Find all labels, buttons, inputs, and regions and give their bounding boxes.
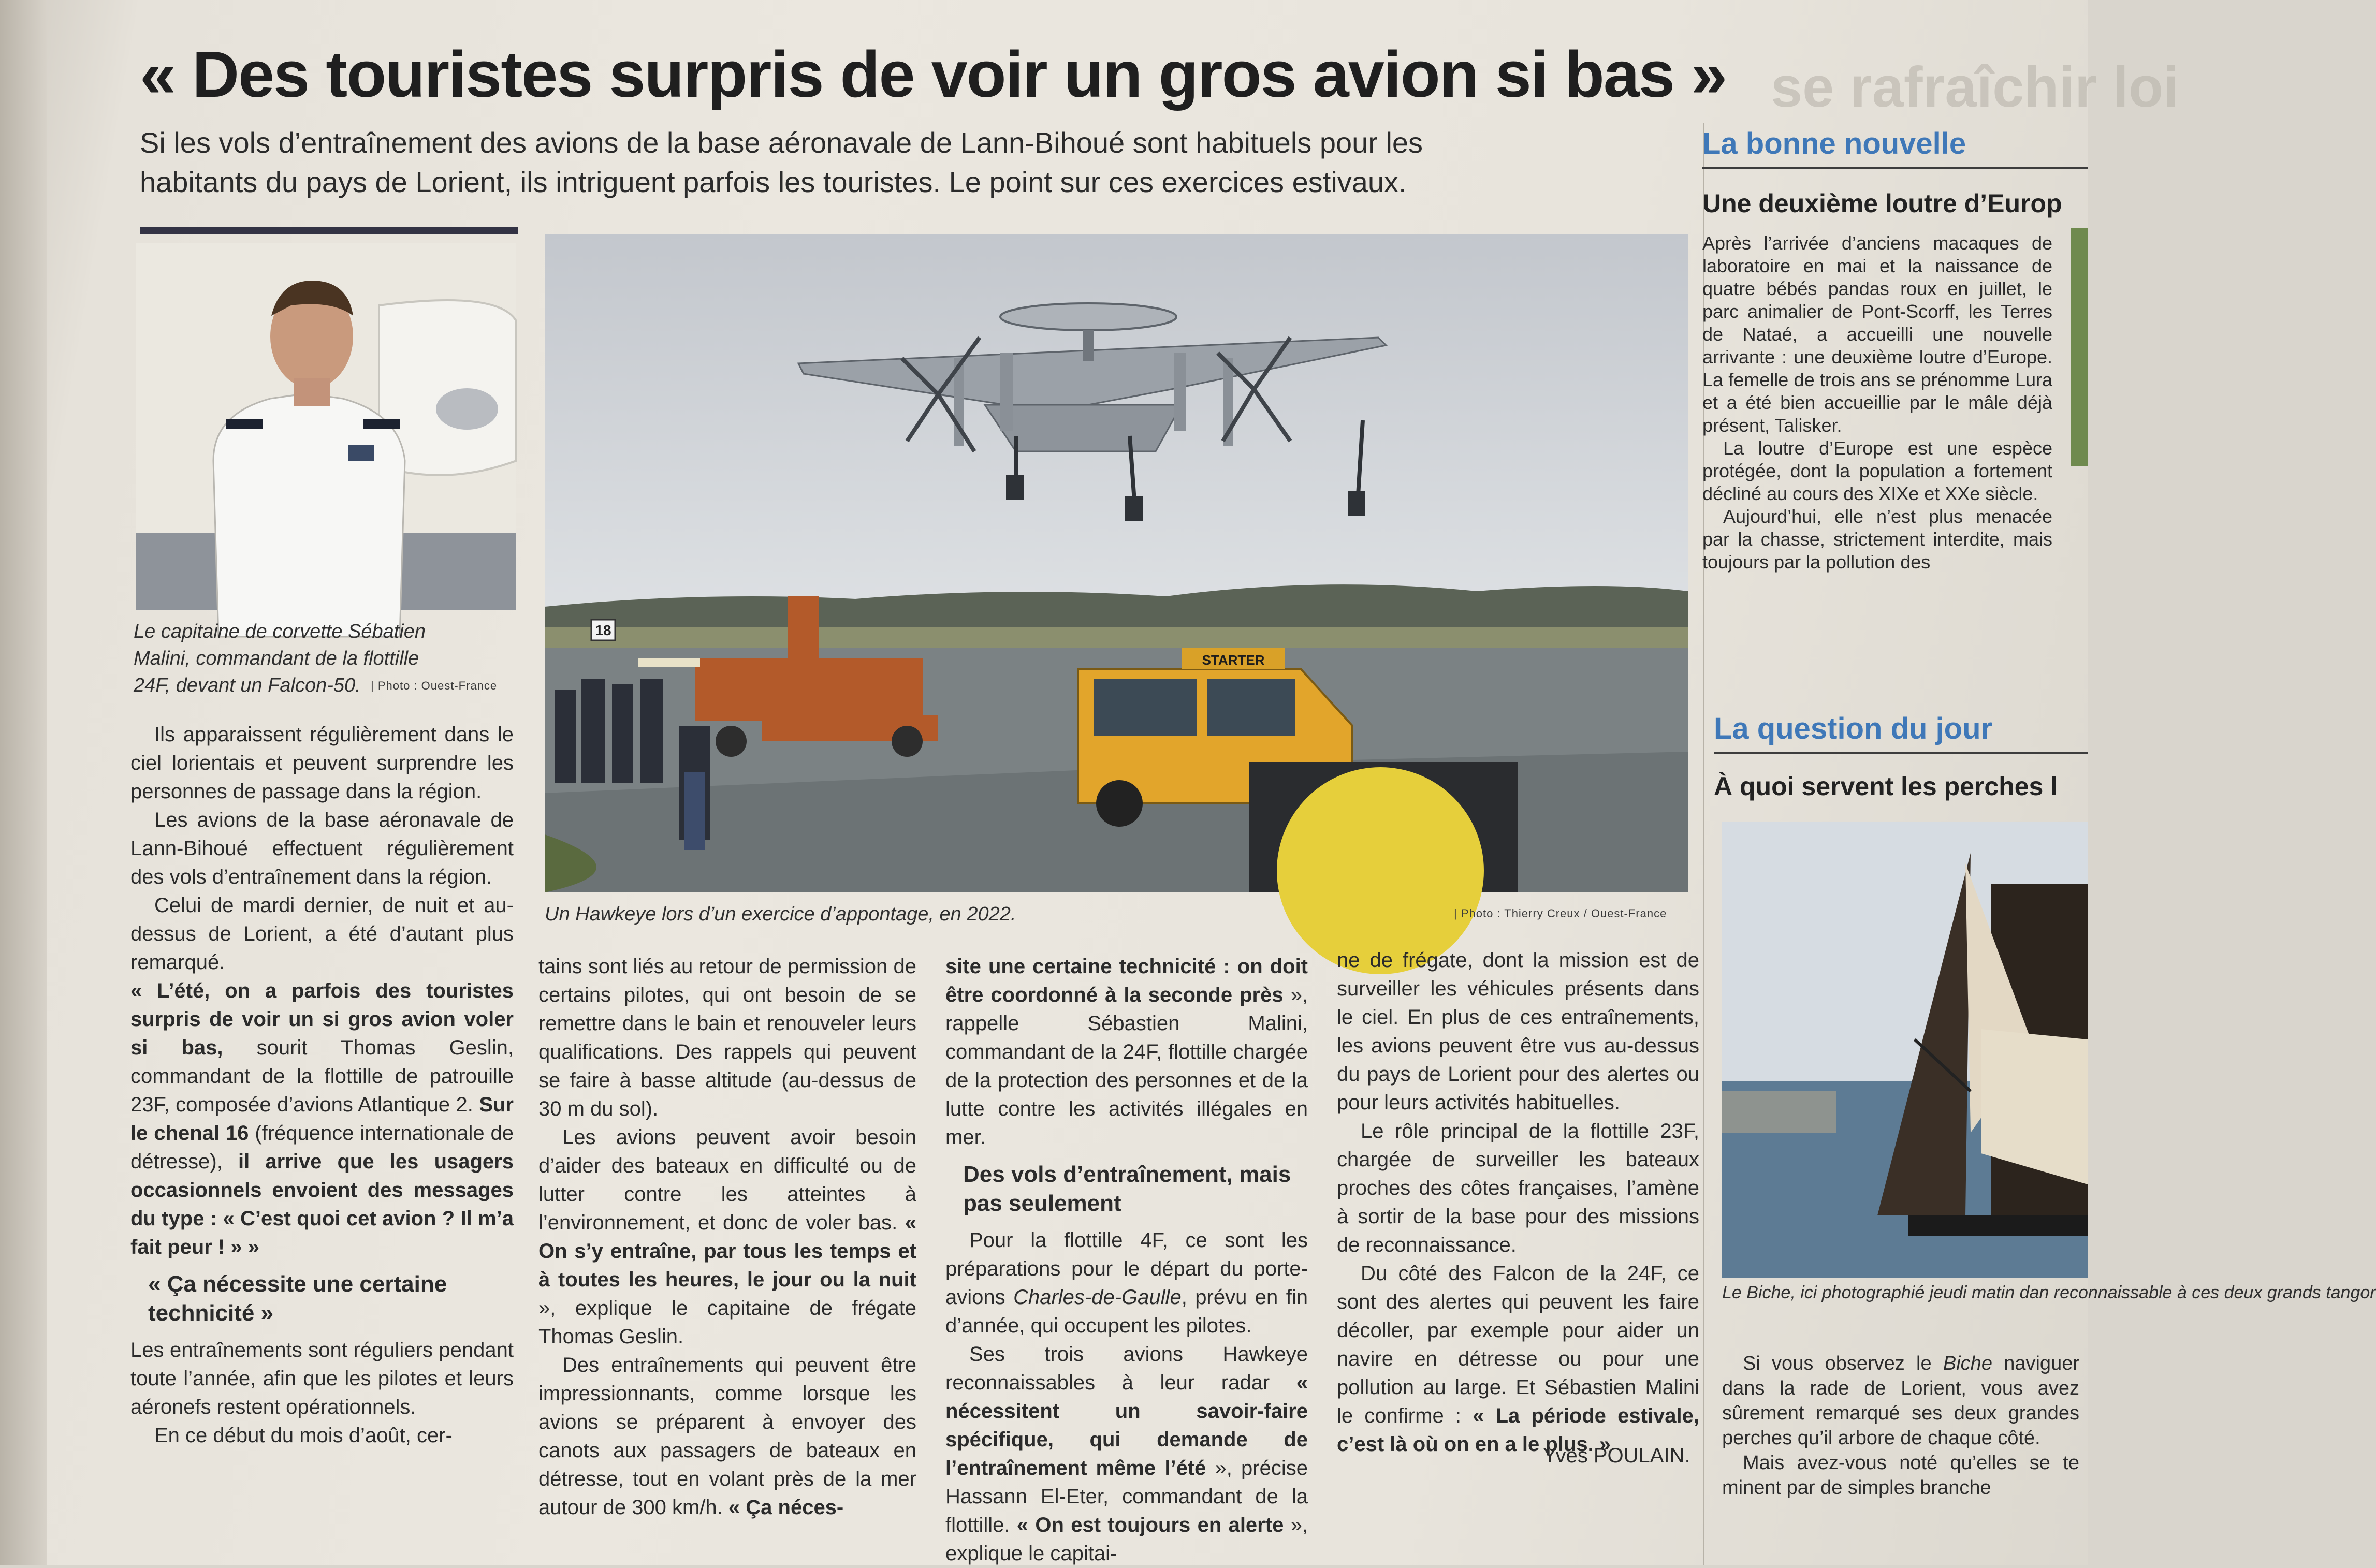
paragraph: Aujourd’hui, elle n’est plus menacée par la chasse, strictement interdite, mais toujours par la pollution des [1702, 506, 2052, 573]
paragraph [945, 1340, 1308, 1568]
paragraph [945, 952, 1308, 1152]
boat-caption: Le Biche, ici photographié jeudi matin dan reconnaissable à ces deux grands tangor [1722, 1283, 2376, 1302]
portrait-photo [136, 243, 516, 610]
paragraph: Le rôle principal de la flottille 23F, chargée de surveiller les bateaux proches des côtes françaises, l’amène à sortir de la base pour des missions de reconnaissance. [1337, 1120, 1699, 1256]
portrait-credit: | Photo : Ouest-France [371, 679, 498, 692]
text-run: naviguer dans la rade de Lorient, vous avez sûrement remarqué ses deux grandes perches qu’il arbore de chaque côté. [1722, 1353, 2079, 1449]
italic-name: Biche [1943, 1353, 1992, 1374]
italic-name: Charles-de-Gaulle [1013, 1286, 1182, 1309]
otter-photo-edge [2071, 228, 2088, 466]
text-run: , prévu en fin d’année, qui occupent les pilotes. [945, 1286, 1308, 1337]
bold-quote: « On est toujours en alerte [1016, 1514, 1284, 1536]
paragraph: tains sont liés au retour de permission de certains pilotes, qui ont besoin de se remettre dans le bain et renouveler leurs qualifications. Des rappels qui peuvent se faire à basse altitude (au-dessus de 30 m du sol). [538, 955, 916, 1120]
sidebar-subheading-perches: À quoi servent les perches l [1714, 772, 2058, 801]
text-run: Du côté des Falcon de la 24F, ce sont des alertes qui peuvent les faire décoller, par exemple pour aider un navire en détresse ou pour une pollution au large. Et Sébastien Malini le confirme : [1337, 1262, 1699, 1427]
portrait-caption: Le capitaine de corvette Sébatien Malini, commandant de la flottille 24F, devant un Falcon-50. [134, 621, 426, 696]
officer-portrait-illustration [136, 243, 516, 610]
bold-quote: « Ça néces- [728, 1496, 844, 1519]
text-run: Si vous observez le [1743, 1353, 1943, 1374]
sidebar-text-perches [1722, 1351, 2079, 1500]
heading-rule [1702, 167, 2088, 169]
text-run: », rappelle Sébastien Malini, commandant de la 24F, flottille chargée de la protection des personnes et de la lutte contre les activités illégales en mer. [945, 984, 1308, 1149]
bold-quote: « La période estivale, c’est là où on en a le plus. » [1337, 1404, 1699, 1456]
text-run: », explique le capitaine de frégate Thomas Geslin. [538, 1297, 916, 1348]
main-photo-credit: | Photo : Thierry Creux / Ouest-France [1454, 907, 1667, 920]
bold-quote: « nécessitent un savoir-faire spécifique, qui demande de l’entraînement même l’été [945, 1371, 1308, 1479]
article-standfirst: Si les vols d’entraînement des avions de la base aéronavale de Lann-Bihoué sont habituels pour les habitants du pays de Lorient, ils intriguent parfois les touristes. Le point sur ces exercices estivaux. [140, 126, 1423, 198]
text-run: (fréquence internationale de détresse), [130, 1122, 514, 1173]
text-run: », explique le capitai- [945, 1514, 1308, 1565]
sailboat-illustration [1722, 822, 2088, 1278]
biche-boat-photo [1722, 822, 2088, 1278]
bold-quote: Sur le chenal 16 [130, 1093, 514, 1145]
paragraph: En ce début du mois d’août, cer- [154, 1424, 453, 1447]
text-run: sourit Thomas Geslin, commandant de la flottille de patrouille 23F, composée d’avions Atlantique 2. [130, 1036, 514, 1116]
author-signature: Yves POULAIN. [1543, 1444, 1690, 1467]
text-run: Pour la flottille 4F, ce sont les préparations pour le départ du porte-avions [945, 1229, 1308, 1309]
paragraph: Mais avez-vous noté qu’elles se te minent par de simples branche [1722, 1452, 2079, 1499]
section-subhead: Des vols d’entraînement, mais pas seulement [963, 1162, 1291, 1216]
article-column-3 [945, 952, 1308, 1568]
heading-rule [1714, 752, 2088, 754]
paragraph [538, 1351, 916, 1522]
paragraph [1722, 1351, 2079, 1450]
paragraph: Celui de mardi dernier, de nuit et au-dessus de Lorient, a été d’autant plus remarqué. [130, 894, 514, 974]
sidebar-subheading-loutre: Une deuxième loutre d’Europ [1702, 189, 2062, 218]
bold-quote: site une certaine technicité : on doit être coordonné à la seconde près [945, 955, 1308, 1006]
photo-top-bar [140, 227, 518, 234]
hawkeye-scene-illustration [545, 234, 1688, 892]
sidebar-text-loutre [1702, 232, 2052, 574]
vehicle-sign: STARTER [1202, 652, 1265, 668]
paragraph: La loutre d’Europe est une espèce protégée, dont la population a fortement décliné au cours des XIXe et XXe siècle. [1702, 437, 2052, 504]
text-run: Des entraînements qui peuvent être impressionnants, comme lorsque les avions se préparent à envoyer des canots aux passagers de bateaux en détresse, tout en volant près de la mer autour de 300 km/h. [538, 1354, 916, 1519]
paragraph [1337, 1259, 1699, 1459]
main-photo-caption: Un Hawkeye lors d’un exercice d’appontage, en 2022. [545, 903, 1016, 925]
paragraph [130, 977, 514, 1262]
hawkeye-photo [545, 234, 1688, 892]
paragraph: Ils apparaissent régulièrement dans le ciel lorientais et peuvent surprendre les personnes de passage dans la région. [130, 723, 514, 803]
page-fold-shadow [0, 0, 47, 1565]
article-column-1 [130, 721, 514, 1450]
bold-quote: « On s’y entraîne, par tous les temps et à toutes les heures, le jour ou la nuit [538, 1211, 916, 1291]
bold-quote: « L’été, on a parfois des touristes surpris de voir un si gros avion voler si bas, [130, 979, 514, 1059]
runway-marker: 18 [595, 622, 611, 638]
paragraph [538, 1123, 916, 1351]
section-subhead: « Ça nécessite une certaine technicité » [148, 1271, 447, 1326]
paragraph [945, 1226, 1308, 1340]
bold-quote: il arrive que les usagers occasionnels envoient des messages du type : « C’est quoi cet avion ? Il m’a fait peur ! » » [130, 1150, 514, 1258]
text-run: », précise Hassann El-Eter, commandant de la flottille. [945, 1457, 1308, 1536]
article-headline: « Des touristes surpris de voir un gros avion si bas » [140, 38, 1727, 111]
text-run: Ses trois avions Hawkeye reconnaissables à leur radar [945, 1343, 1308, 1394]
bleed-through-text: se rafraîchir loi [1771, 55, 2179, 119]
paragraph: Après l’arrivée d’anciens macaques de laboratoire en mai et la naissance de quatre bébés pandas roux en juillet, le parc animalier de Pont-Scorff, les Terres de Nataé, a accueilli une nouvelle arrivante : une deuxième loutre d’Europe. La femelle de trois ans se prénomme Lura et a été bien accueillie par le mâle déjà présent, Talisker. [1702, 232, 2052, 436]
sidebar-heading-question: La question du jour [1714, 712, 1993, 745]
paragraph: Les entraînements sont réguliers pendant toute l’année, afin que les pilotes et leurs aéronefs restent opérationnels. [130, 1339, 514, 1418]
article-column-4 [1337, 946, 1699, 1459]
sidebar-heading-bonne-nouvelle: La bonne nouvelle [1702, 127, 1966, 160]
article-column-2 [538, 952, 916, 1522]
text-run: Les avions peuvent avoir besoin d’aider des bateaux en difficulté ou de lutter contre les atteintes à l’environnement, et donc de voler bas. [538, 1126, 916, 1234]
paragraph: ne de frégate, dont la mission est de surveiller les véhicules présents dans le ciel. En plus de ces entraînements, les avions peuvent être vus au-dessus du pays de Lorient pour des alertes ou pour leurs activités habituelles. [1337, 949, 1699, 1114]
paragraph: Les avions de la base aéronavale de Lann-Bihoué effectuent régulièrement des vols d’entraînement dans la région. [130, 809, 514, 888]
